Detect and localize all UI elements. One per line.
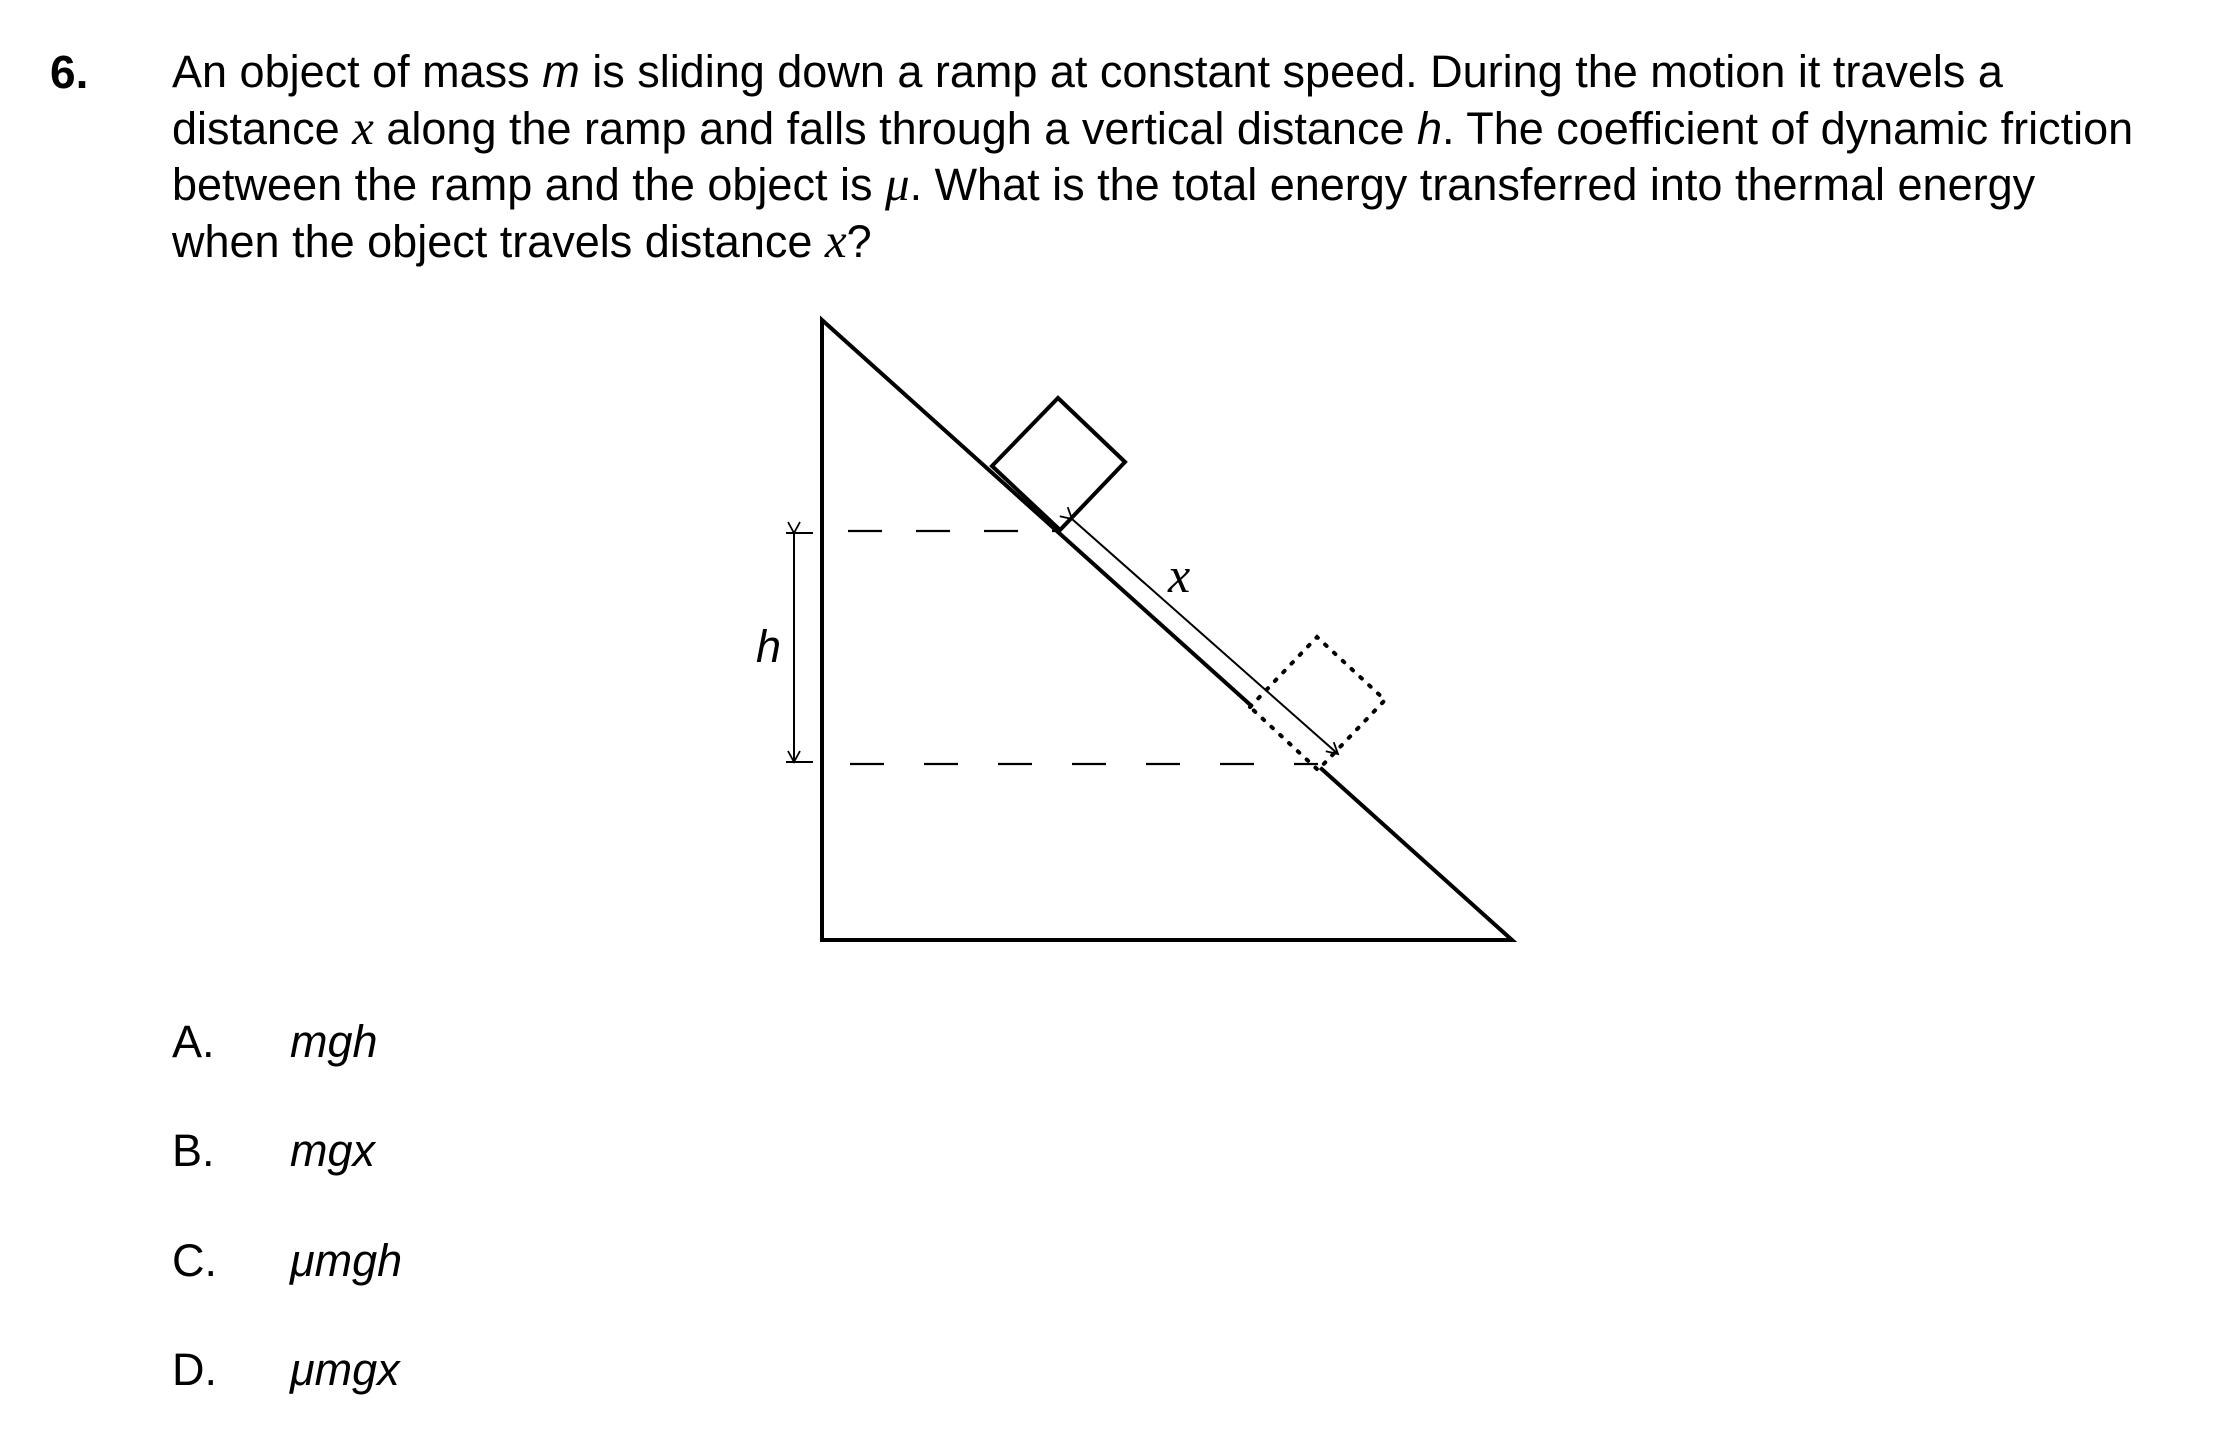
option-expression: mgx [290, 1125, 376, 1176]
option-expression: μmgh [290, 1235, 403, 1286]
option-b[interactable] [172, 1123, 375, 1179]
height-label: h [756, 621, 782, 672]
stem-symbol: x [824, 212, 847, 268]
block-final [1250, 637, 1385, 770]
option-letter: C. [172, 1235, 217, 1286]
stem-symbol: m [542, 46, 580, 97]
stem-text: distance [172, 102, 353, 154]
distance-label: x [1168, 547, 1191, 603]
option-letter: B. [172, 1125, 215, 1176]
stem-symbol: x [352, 99, 374, 155]
stem-symbol: μ [884, 156, 910, 211]
option-expression: μmgx [290, 1344, 400, 1395]
option-letter: D. [172, 1344, 217, 1395]
stem-text: . What is the total energy transferred into thermal energy [909, 159, 2036, 210]
stem-text: along the ramp and falls through a vertical distance [373, 102, 1417, 154]
stem-text: ? [846, 215, 872, 267]
stem-text: An object of mass [172, 46, 543, 97]
option-a[interactable] [172, 1014, 378, 1070]
option-letter: A. [172, 1016, 215, 1067]
distance-arrow [1072, 519, 1338, 754]
stem-text: when the object travels distance [172, 215, 825, 267]
stem-text: between the ramp and the object is [172, 159, 885, 210]
ramp-triangle [822, 320, 1512, 940]
block-initial [992, 398, 1125, 530]
option-c[interactable] [172, 1233, 402, 1289]
stem-text: . The coefficient of dynamic friction [1442, 102, 2134, 154]
stem-text: is sliding down a ramp at constant speed. During the motion it travels a [579, 46, 2003, 97]
option-d[interactable] [172, 1342, 400, 1398]
option-expression: mgh [290, 1016, 378, 1067]
stem-symbol: h [1416, 102, 1443, 154]
question-number: 6. [50, 46, 89, 98]
